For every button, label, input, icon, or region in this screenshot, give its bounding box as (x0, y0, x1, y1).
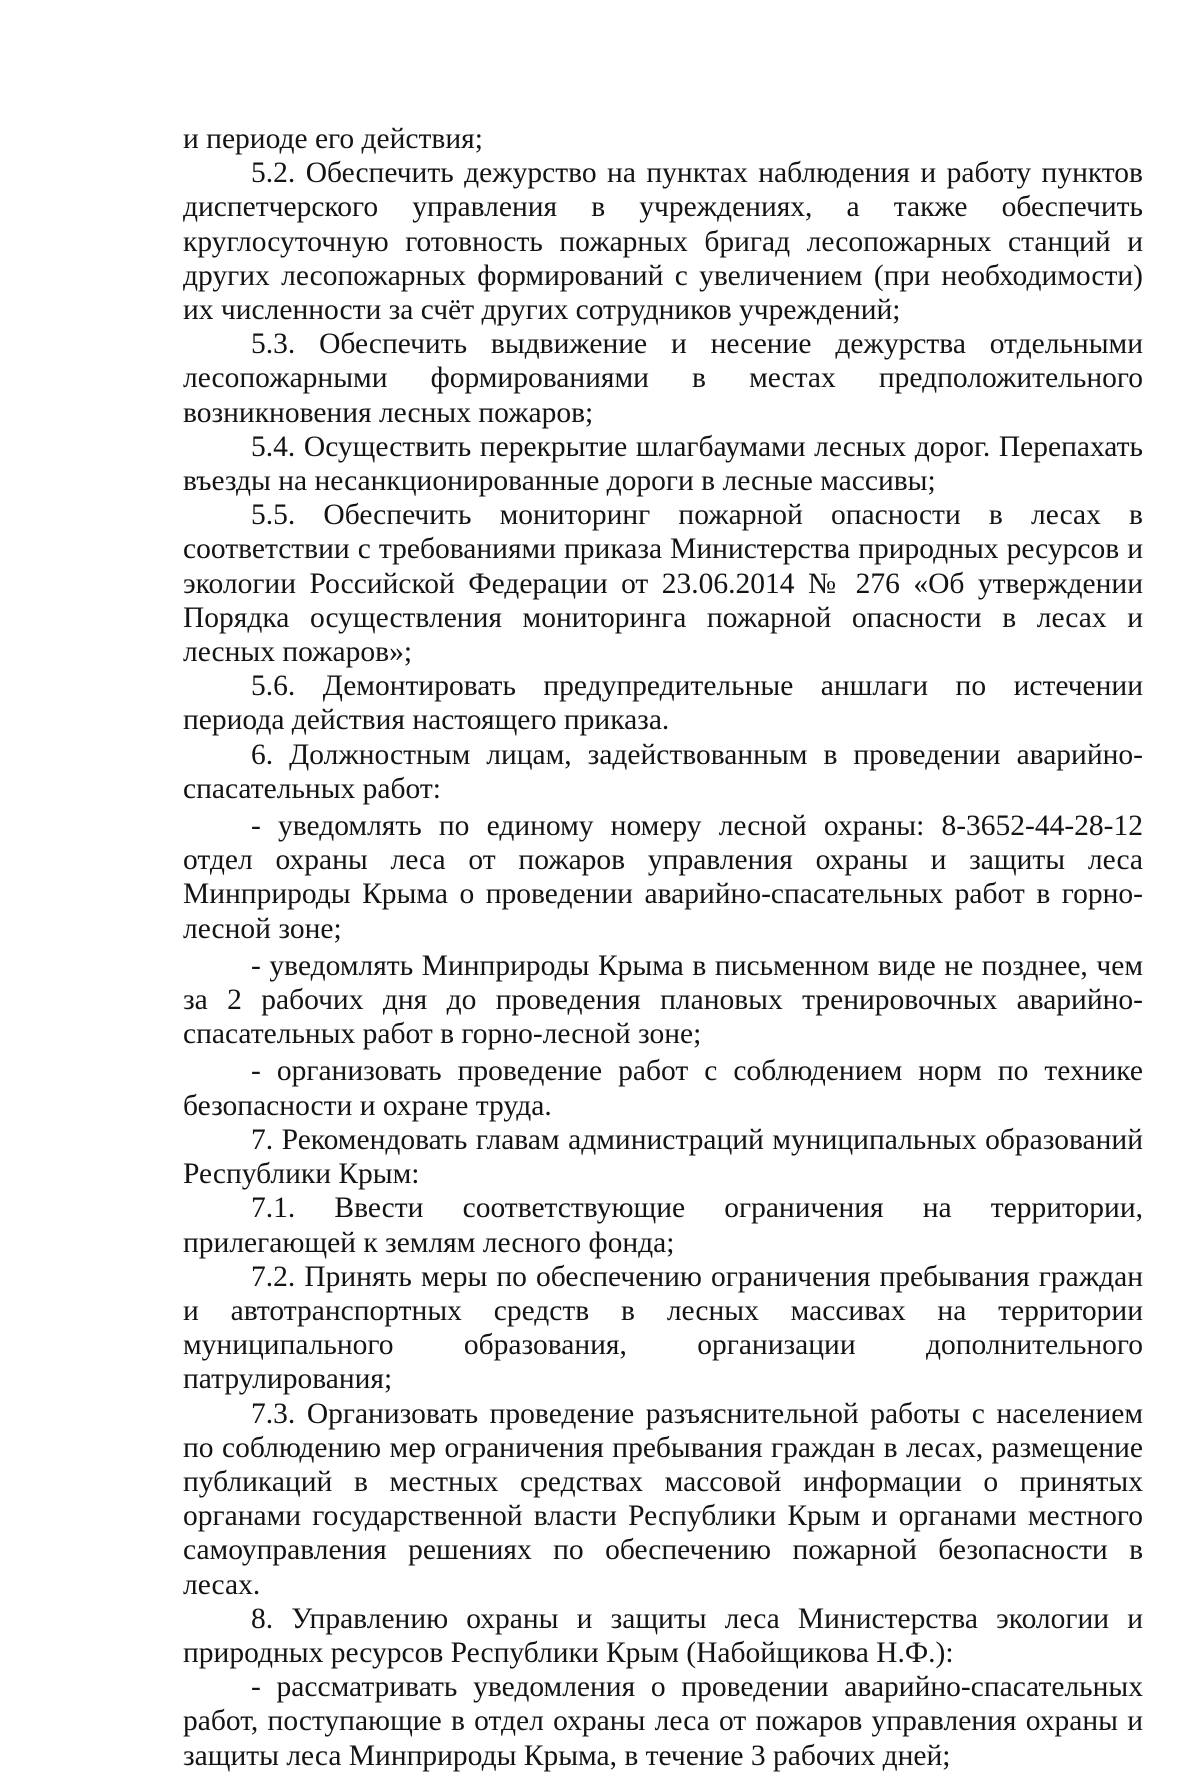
paragraph-5-3: 5.3. Обеспечить выдвижение и несение дежурства отдельными лесопожарными формированиями в местах предположительного возникновения лесных пожаров; (183, 328, 1143, 429)
paragraph-5-2: 5.2. Обеспечить дежурство на пунктах наблюдения и работу пунктов диспетчерского управления в учреждениях, а также обеспечить круглосуточную готовность пожарных бригад лесопожарных станций и других лесопожарных формирований с увеличением (при необходимости) их численности за счёт других сотрудников учреждений; (183, 157, 1143, 327)
paragraph-7-1: 7.1. Ввести соответствующие ограничения на территории, прилегающей к землям лесного фонда; (183, 1192, 1143, 1259)
document-body (183, 122, 1143, 1773)
paragraph-7: 7. Рекомендовать главам администраций муниципальных образований Республики Крым: (183, 1123, 1143, 1191)
paragraph-6: 6. Должностным лицам, задействованным в проведении аварийно-спасательных работ: (183, 738, 1143, 805)
paragraph-7-3: 7.3. Организовать проведение разъяснительной работы с населением по соблюдению мер ограничения пребывания граждан в лесах, размещение публикаций в местных средствах массовой информации о принятых органами государственной власти Республики Крым и органами местного самоуправления решениях по обеспечению пожарной безопасности в лесах. (183, 1397, 1143, 1601)
paragraph-6-item-2: - уведомлять Минприроды Крыма в письменном виде не позднее, чем за 2 рабочих дня до проведения плановых тренировочных аварийно-спасательных работ в горно-лесной зоне; (183, 949, 1143, 1051)
paragraph-6-item-3: - организовать проведение работ с соблюдением норм по технике безопасности и охране труда. (183, 1055, 1143, 1122)
paragraph-6-item-1: - уведомлять по единому номеру лесной охраны: 8-3652-44-28-12 отдел охраны леса от пожаров управления охраны и защиты леса Минприроды Крыма о проведении аварийно-спасательных работ в горно-лесной зоне; (183, 810, 1143, 945)
paragraph-5-4: 5.4. Осуществить перекрытие шлагбаумами лесных дорог. Перепахать въезды на несанкционированные дороги в лесные массивы; (183, 430, 1143, 498)
paragraph-7-2: 7.2. Принять меры по обеспечению ограничения пребывания граждан и автотранспортных средств в лесных массивах на территории муниципального образования, организации дополнительного патрулирования; (183, 1260, 1143, 1396)
paragraph-5-5: 5.5. Обеспечить мониторинг пожарной опасности в лесах в соответствии с требованиями приказа Министерства природных ресурсов и экологии Российской Федерации от 23.06.2014 № 276 «Об утверждении Порядка осуществления мониторинга пожарной опасности в лесах и лесных пожаров»; (183, 499, 1143, 669)
paragraph-8: 8. Управлению охраны и защиты леса Министерства экологии и природных ресурсов Республики Крым (Набойщикова Н.Ф.): (183, 1602, 1143, 1669)
paragraph-5-6: 5.6. Демонтировать предупредительные аншлаги по истечении периода действия настоящего приказа. (183, 670, 1143, 737)
paragraph-8-item-1: - рассматривать уведомления о проведении аварийно-спасательных работ, поступающие в отдел охраны леса от пожаров управления охраны и защиты леса Минприроды Крыма, в течение 3 рабочих дней; (183, 1671, 1143, 1772)
paragraph-continuation: и периоде его действия; (183, 123, 483, 155)
